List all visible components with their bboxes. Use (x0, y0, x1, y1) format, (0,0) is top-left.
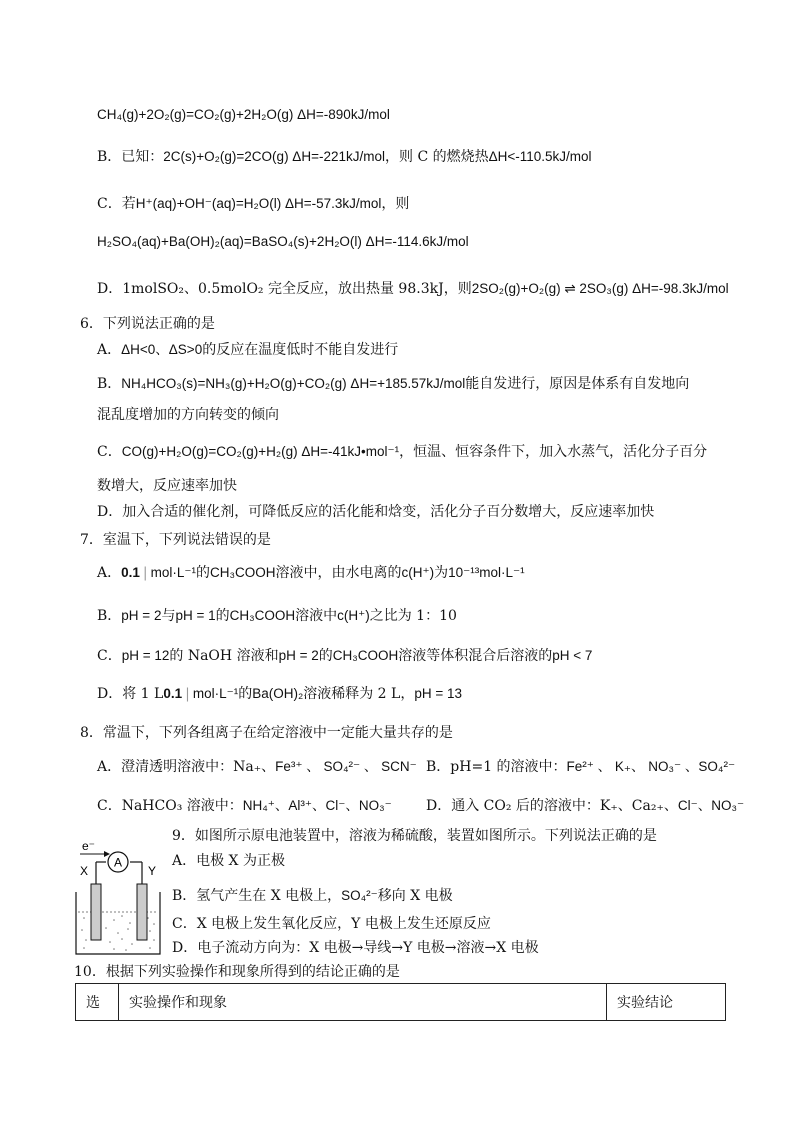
q7-c-of: 的 (318, 648, 333, 664)
q5-c-prefix: C．若 (97, 196, 136, 212)
q7-c-text: 溶液等体积混合后溶液的 (398, 648, 553, 664)
q5-b-equation: 2C(s)+O₂(g)=2CO(g) ΔH=-221kJ/mol (163, 149, 385, 164)
q7-b-of: 的 (215, 608, 230, 624)
q6-c-prefix: C． (97, 444, 122, 460)
galvanic-cell-diagram (70, 838, 172, 960)
q5-option-c (97, 194, 409, 214)
q7-d-text: 溶液稀释为 2 L， (303, 686, 415, 702)
q7-a-val: 10⁻¹³mol·L⁻¹ (448, 565, 525, 580)
q5-c-equation-2: H₂SO₄(aq)+Ba(OH)₂(aq)=BaSO₄(s)+2H₂O(l) ΔH=-114.6kJ/mol (97, 234, 469, 249)
q5-b-heat: ΔH<-110.5kJ/mol (488, 149, 592, 164)
q5-b-prefix: B．已知： (97, 149, 164, 165)
electrode-x-label: X (80, 864, 89, 878)
q8-b-ions: Fe²⁺ 、 K₊、 NO₃⁻ 、SO₄²⁻ (566, 759, 736, 774)
q6-b-text: 能自发进行，原因是体系有自发地向 (465, 376, 690, 392)
q7-a-mid: 的 (196, 565, 211, 581)
q7-a-unit: mol·L⁻¹ (150, 565, 197, 580)
q7-b-ph2: pH = 2 (121, 608, 162, 623)
q8-d-text: D．通入 CO₂ 后的溶液中：K₊、Ca₂₊、 (426, 798, 678, 814)
q7-a-text: 溶液中，由水电离的 (275, 565, 402, 581)
q9-option-b (172, 886, 453, 906)
q7-b-ratio: 之比为 1：10 (369, 608, 457, 624)
q6-stem: 6．下列说法正确的是 (80, 316, 215, 332)
q7-option-d: D．将 1 L0.1 | mol·L⁻¹的Ba(OH)₂溶液稀释为 2 L，pH = 13 (97, 686, 463, 702)
q8-a-text: A．澄清透明溶液中：Na₊、 (97, 759, 276, 775)
q5-c-suffix: ，则 (381, 196, 410, 212)
q7-option-b (97, 606, 457, 626)
q7-d-conc: 0.1 (163, 686, 183, 701)
q7-b-prefix: B． (97, 608, 122, 624)
q9-stem: 9．如图所示原电池装置中，溶液为稀硫酸，装置如图所示。下列说法正确的是 (172, 828, 657, 844)
q7-option-c (97, 646, 592, 666)
q8-option-b (426, 757, 735, 777)
q7-c-ph7: pH < 7 (552, 648, 593, 663)
q6-b-equation: NH₄HCO₃(s)=NH₃(g)+H₂O(g)+CO₂(g) ΔH=+185.57kJ/mol (121, 376, 466, 391)
q6-option-a (97, 340, 398, 360)
q6-c-line2: 数增大，反应速率加快 (97, 478, 237, 494)
q6-option-d: D．加入合适的催化剂，可降低反应的活化能和焓变，活化分子百分数增大，反应速率加快 (97, 504, 655, 520)
q5-d-equation: 2SO₂(g)+O₂(g) ⇌ 2SO₃(g) ΔH=-98.3kJ/mol (471, 281, 729, 296)
q9-b-pre: B．氢气产生在 X 电极上， (172, 888, 342, 904)
q8-c-ions: NH₄⁺、Al³⁺、Cl⁻、NO₃⁻ (242, 798, 392, 813)
q7-stem: 7．室温下，下列说法错误的是 (80, 532, 271, 548)
q5-c-equation: H⁺(aq)+OH⁻(aq)=H₂O(l) ΔH=-57.3kJ/mol (135, 196, 382, 211)
q9-b-ion: SO₄²⁻ (341, 888, 378, 903)
q5-option-b (97, 147, 592, 167)
q6-a-condition: ΔH<0、ΔS>0 (121, 342, 203, 357)
q7-c-naoh: 的 NaOH 溶液和 (169, 648, 279, 664)
electron-label: e⁻ (82, 839, 96, 853)
q6-option-c (97, 442, 707, 462)
q7-a-conc: 0.1 (121, 565, 140, 580)
q8-option-a (97, 757, 417, 777)
q10-stem: 10．根据下列实验操作和现象所得到的结论正确的是 (74, 964, 400, 980)
q5-option-d (97, 279, 729, 299)
header-cell-conclusion: 实验结论 (607, 984, 726, 1021)
q6-b-line2: 混乱度增加的方向转变的倾向 (97, 407, 279, 423)
q7-c-ph2: pH = 2 (278, 648, 319, 663)
electron-arrowhead (104, 851, 110, 857)
q7-d-base: Ba(OH)₂ (252, 686, 304, 701)
q6-a-prefix: A． (97, 342, 122, 358)
q7-b-ch: c(H⁺) (337, 608, 370, 623)
q7-b-with: 与 (161, 608, 176, 624)
q6-c-equation: CO(g)+H₂O(g)=CO₂(g)+H₂(g) ΔH=-41kJ•mol⁻¹ (121, 444, 400, 459)
header-cell-operation: 实验操作和现象 (119, 984, 607, 1021)
q9-option-a: A．电极 X 为正极 (172, 853, 285, 869)
q7-a-ch: c(H⁺) (401, 565, 435, 580)
q9-b-post: 移向 X 电极 (377, 888, 453, 904)
q7-a-acid: CH₃COOH (210, 565, 276, 580)
q7-b-acid: CH₃COOH (229, 608, 296, 623)
q7-c-acid: CH₃COOH (332, 648, 399, 663)
q7-a-prefix: A． (97, 565, 122, 581)
q5-b-suffix: ，则 C 的燃烧热 (385, 149, 489, 165)
q6-option-b (97, 374, 689, 394)
q7-option-a: A．0.1 | mol·L⁻¹的CH₃COOH溶液中，由水电离的c(H⁺)为10⁻¹³mol·L⁻¹ (97, 565, 525, 581)
ammeter-label: A (114, 855, 123, 870)
q8-b-text: B．pH=1 的溶液中： (426, 759, 567, 775)
q6-b-prefix: B． (97, 376, 122, 392)
q7-b-ph1: pH = 1 (175, 608, 216, 623)
header-cell-option: 选 (76, 984, 119, 1021)
electrode-y-label: Y (148, 864, 157, 878)
q8-option-c (97, 796, 392, 816)
q5-d-text: D．1molSO₂、0.5molO₂ 完全反应，放出热量 98.3kJ，则 (97, 281, 472, 297)
q7-d-unit: mol·L⁻¹ (192, 686, 239, 701)
electrode-x (91, 884, 101, 940)
q8-option-d (426, 796, 744, 816)
q7-c-prefix: C． (97, 648, 122, 664)
q6-a-text: 的反应在温度低时不能自发进行 (202, 342, 399, 358)
q9-option-d: D．电子流动方向为：X 电极→导线→Y 电极→溶液→X 电极 (172, 940, 539, 956)
q8-c-text: C．NaHCO₃ 溶液中： (97, 798, 243, 814)
q7-c-ph12: pH = 12 (121, 648, 170, 663)
q7-a-is: 为 (434, 565, 449, 581)
q7-d-ph: pH = 13 (414, 686, 463, 701)
q9-option-c: C．X 电极上发生氧化反应，Y 电极上发生还原反应 (172, 916, 491, 932)
q6-c-text: ，恒温、恒容条件下，加入水蒸气，活化分子百分 (399, 444, 708, 460)
q10-table (75, 983, 726, 1021)
q8-stem: 8．常温下，下列各组离子在给定溶液中一定能大量共存的是 (80, 725, 453, 741)
q7-d-prefix: D．将 1 L (97, 686, 164, 702)
table-header-row (76, 984, 726, 1021)
electrode-y (137, 884, 147, 940)
q7-d-of: 的 (238, 686, 253, 702)
q8-a-ions: Fe³⁺ 、 SO₄²⁻ 、 SCN⁻ (275, 759, 417, 774)
q5-option-a-equation: CH₄(g)+2O₂(g)=CO₂(g)+2H₂O(g) ΔH=-890kJ/mol (97, 107, 390, 122)
q8-d-ions: Cl⁻、NO₃⁻ (677, 798, 745, 813)
q7-b-sol: 溶液中 (295, 608, 338, 624)
